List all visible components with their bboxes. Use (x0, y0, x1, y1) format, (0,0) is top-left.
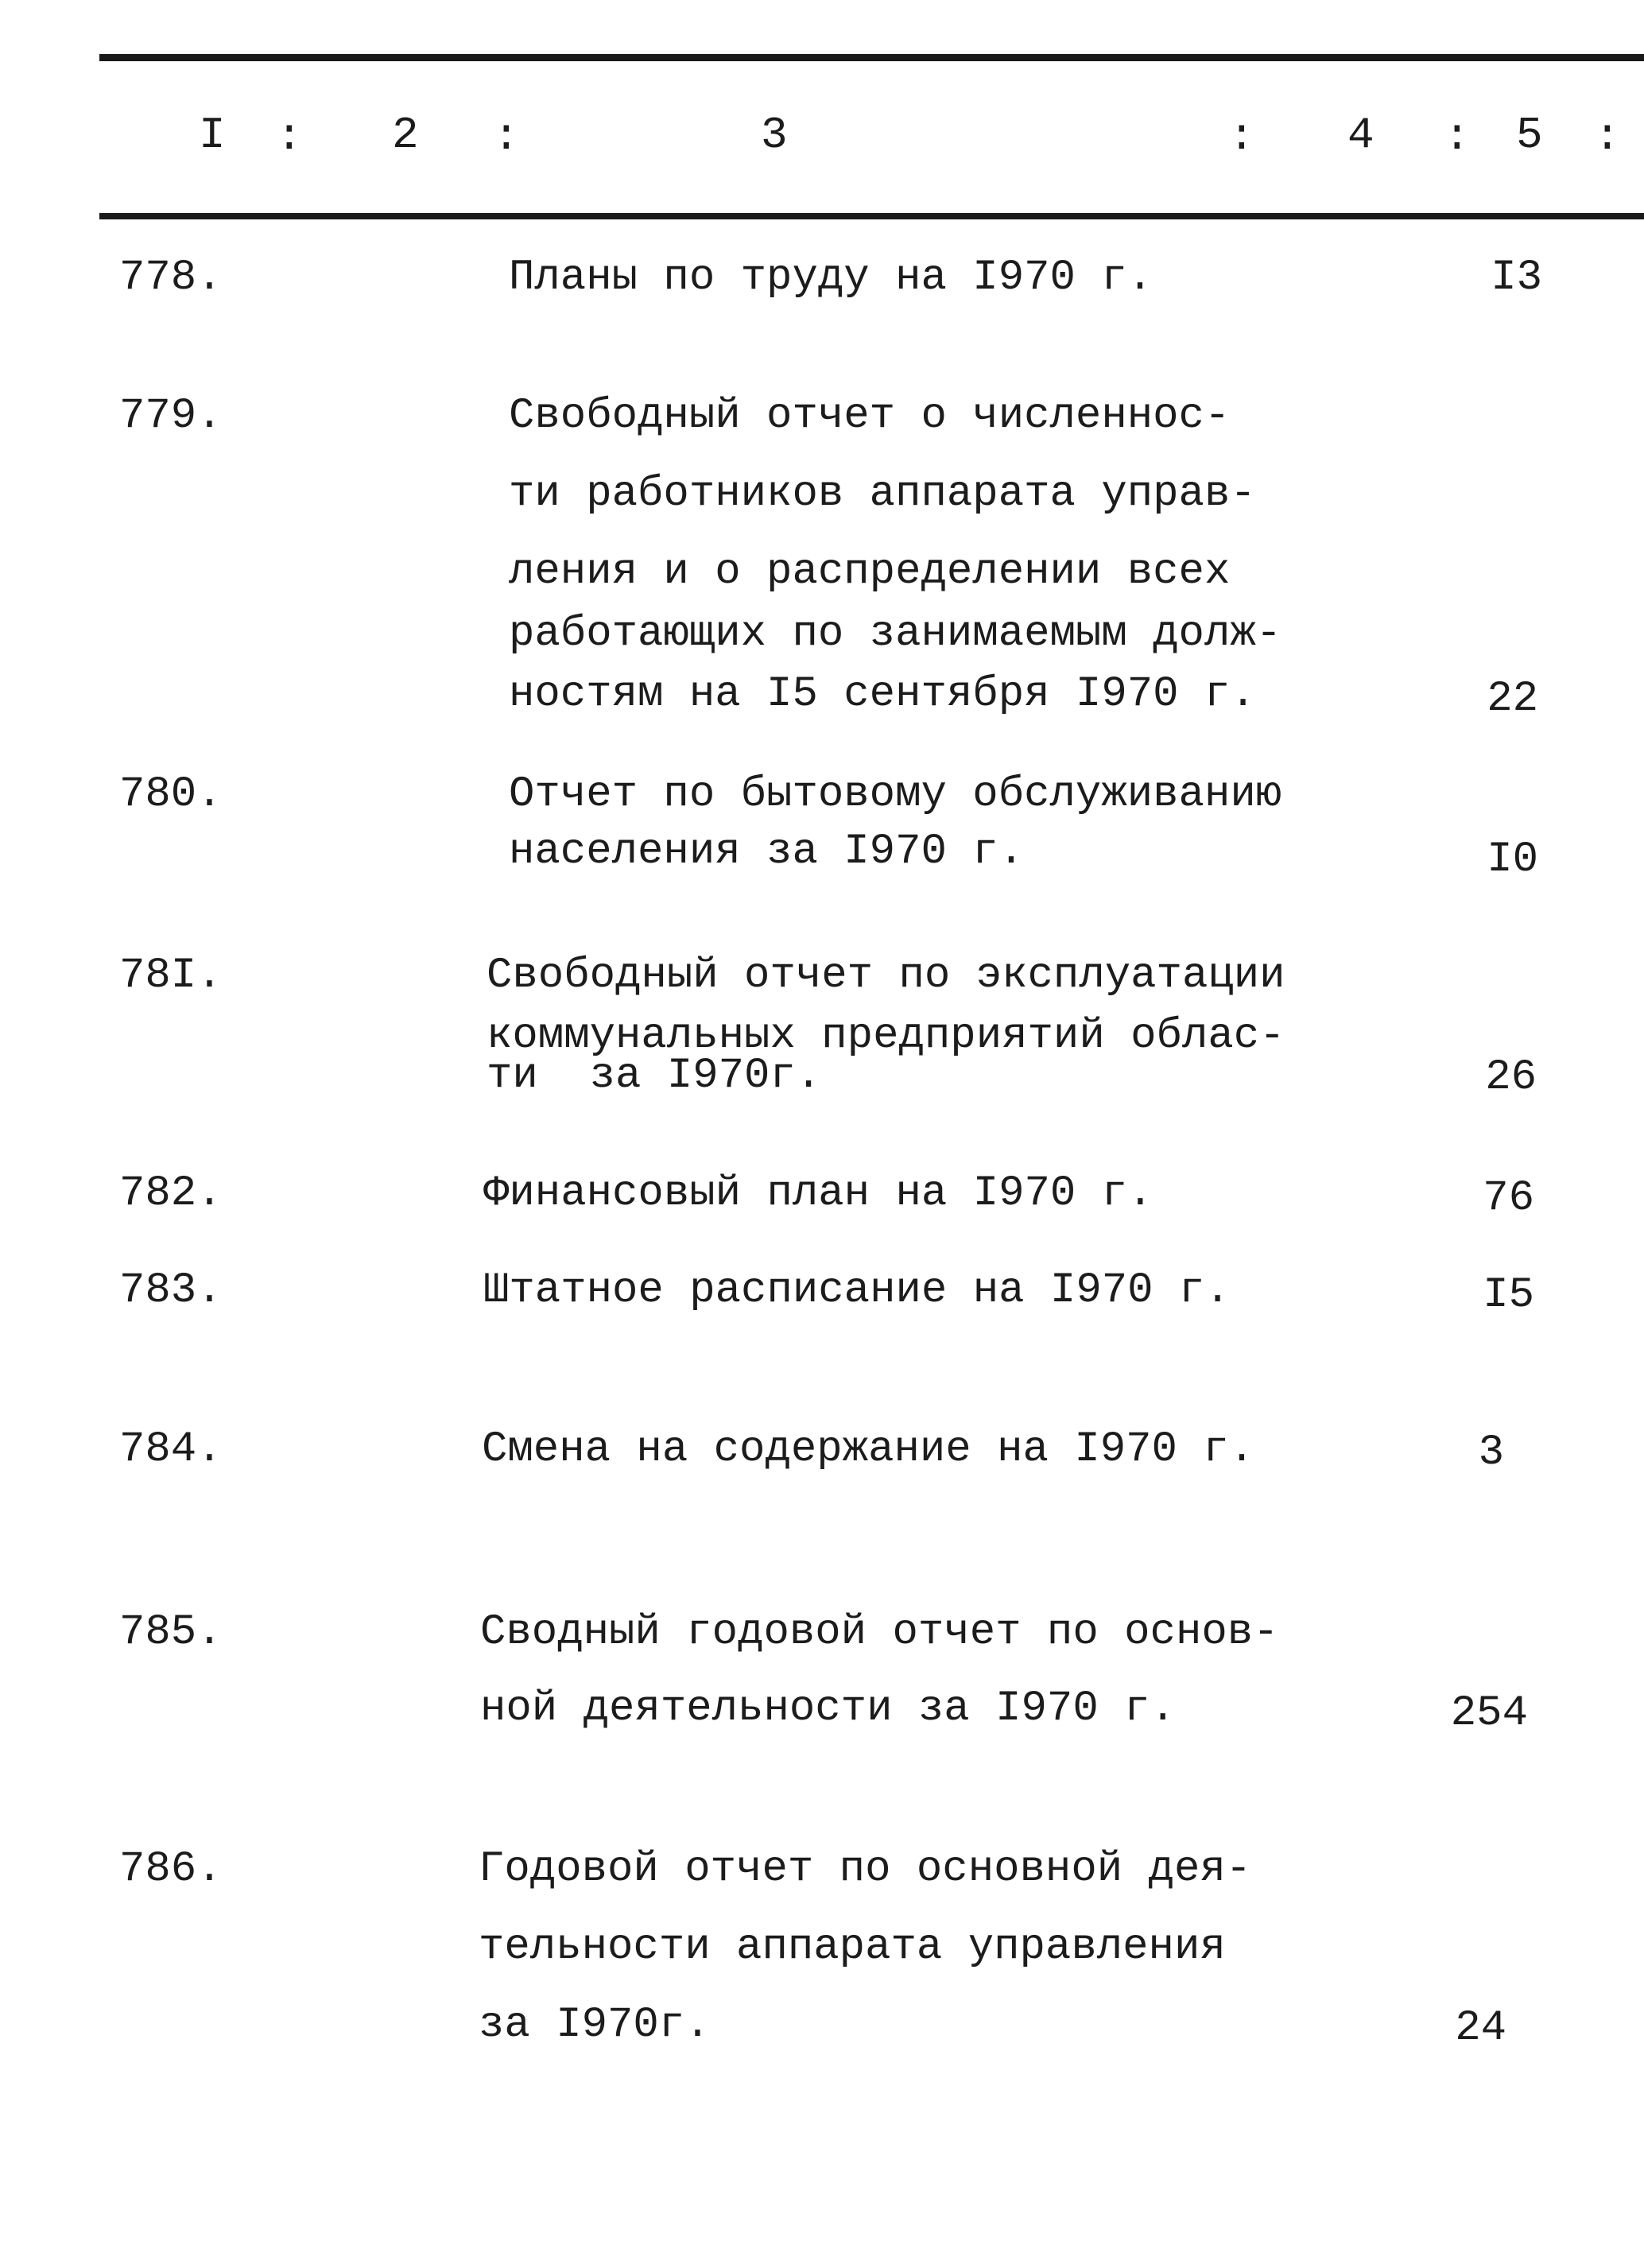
entry-title-line: ти за I970г. (487, 1052, 822, 1100)
entry-title (482, 1425, 1277, 1475)
entry-title-line: за I970г. (479, 2001, 711, 2049)
column-header-4: 4 (1347, 110, 1375, 161)
entry-title (487, 951, 1285, 1102)
header-bottom-rule (99, 213, 1644, 219)
entry-title-line: населения за I970 г. (509, 828, 1025, 876)
entry-sheet-count: I0 (1487, 835, 1538, 884)
entry-sheet-count: 3 (1478, 1429, 1504, 1477)
entry-title (479, 1844, 1274, 2051)
entry-title-line: Отчет по бытовому обслуживанию (509, 770, 1282, 819)
entry-title (509, 391, 1304, 720)
entry-title-line: Годовой отчет по основной дея- (479, 1845, 1252, 1894)
column-header-3: 3 (761, 110, 788, 161)
column-separator: : (276, 111, 303, 162)
column-separator: : (493, 111, 520, 162)
header-top-rule (99, 54, 1644, 61)
entry-sheet-count: 22 (1487, 675, 1538, 723)
entry-title-line: Смена на содержание на I970 г. (482, 1425, 1255, 1474)
entry-sheet-count: 26 (1485, 1053, 1537, 1102)
entry-sheet-count: 24 (1455, 2004, 1506, 2053)
entry-title-line: ностям на I5 сентября I970 г. (509, 670, 1256, 719)
entry-title-line: Сводный годовой отчет по основ- (480, 1608, 1279, 1657)
column-separator: : (1444, 111, 1471, 162)
entry-title-line: Свободный отчет по эксплуатации (487, 952, 1285, 1000)
entry-sheet-count: 254 (1450, 1689, 1528, 1738)
entry-title (483, 1169, 1278, 1219)
entry-title-line: Штатное расписание на I970 г. (483, 1266, 1231, 1315)
column-separator: : (1228, 111, 1255, 162)
column-header-1: I (199, 110, 226, 161)
entry-number: 783. (119, 1266, 223, 1315)
entry-title (483, 1266, 1278, 1316)
entry-sheet-count: I5 (1483, 1271, 1534, 1320)
entry-number: 786. (119, 1845, 223, 1894)
entry-number: 78I. (119, 952, 223, 1000)
entry-title-line: коммунальных предприятий облас- (487, 1012, 1285, 1060)
entry-title-line: ления и о распределении всех (509, 548, 1231, 596)
entry-sheet-count: 76 (1483, 1174, 1534, 1223)
column-header-2: 2 (392, 110, 419, 161)
entry-number: 784. (119, 1425, 223, 1474)
entry-number: 782. (119, 1169, 223, 1218)
entry-sheet-count: I3 (1491, 254, 1542, 302)
entry-title-line: ной деятельности за I970 г. (480, 1685, 1176, 1733)
entry-number: 780. (119, 770, 223, 819)
entry-title (509, 770, 1282, 878)
entry-number: 778. (119, 254, 223, 302)
entry-number: 785. (119, 1608, 223, 1657)
entry-number: 779. (119, 392, 223, 440)
entry-title-line: ти работников аппарата управ- (509, 470, 1256, 518)
entry-title-line: Свободный отчет о численнос- (509, 392, 1231, 440)
entry-title (480, 1607, 1279, 1735)
entry-title (509, 253, 1304, 304)
entry-title-line: Финансовый план на I970 г. (483, 1169, 1154, 1218)
column-separator: : (1594, 111, 1621, 162)
entry-title-line: Планы по труду на I970 г. (509, 254, 1154, 302)
entry-title-line: тельности аппарата управления (479, 1923, 1226, 1971)
entry-title-line: работающих по занимаемым долж- (509, 610, 1282, 658)
column-header-5: 5 (1516, 110, 1543, 161)
